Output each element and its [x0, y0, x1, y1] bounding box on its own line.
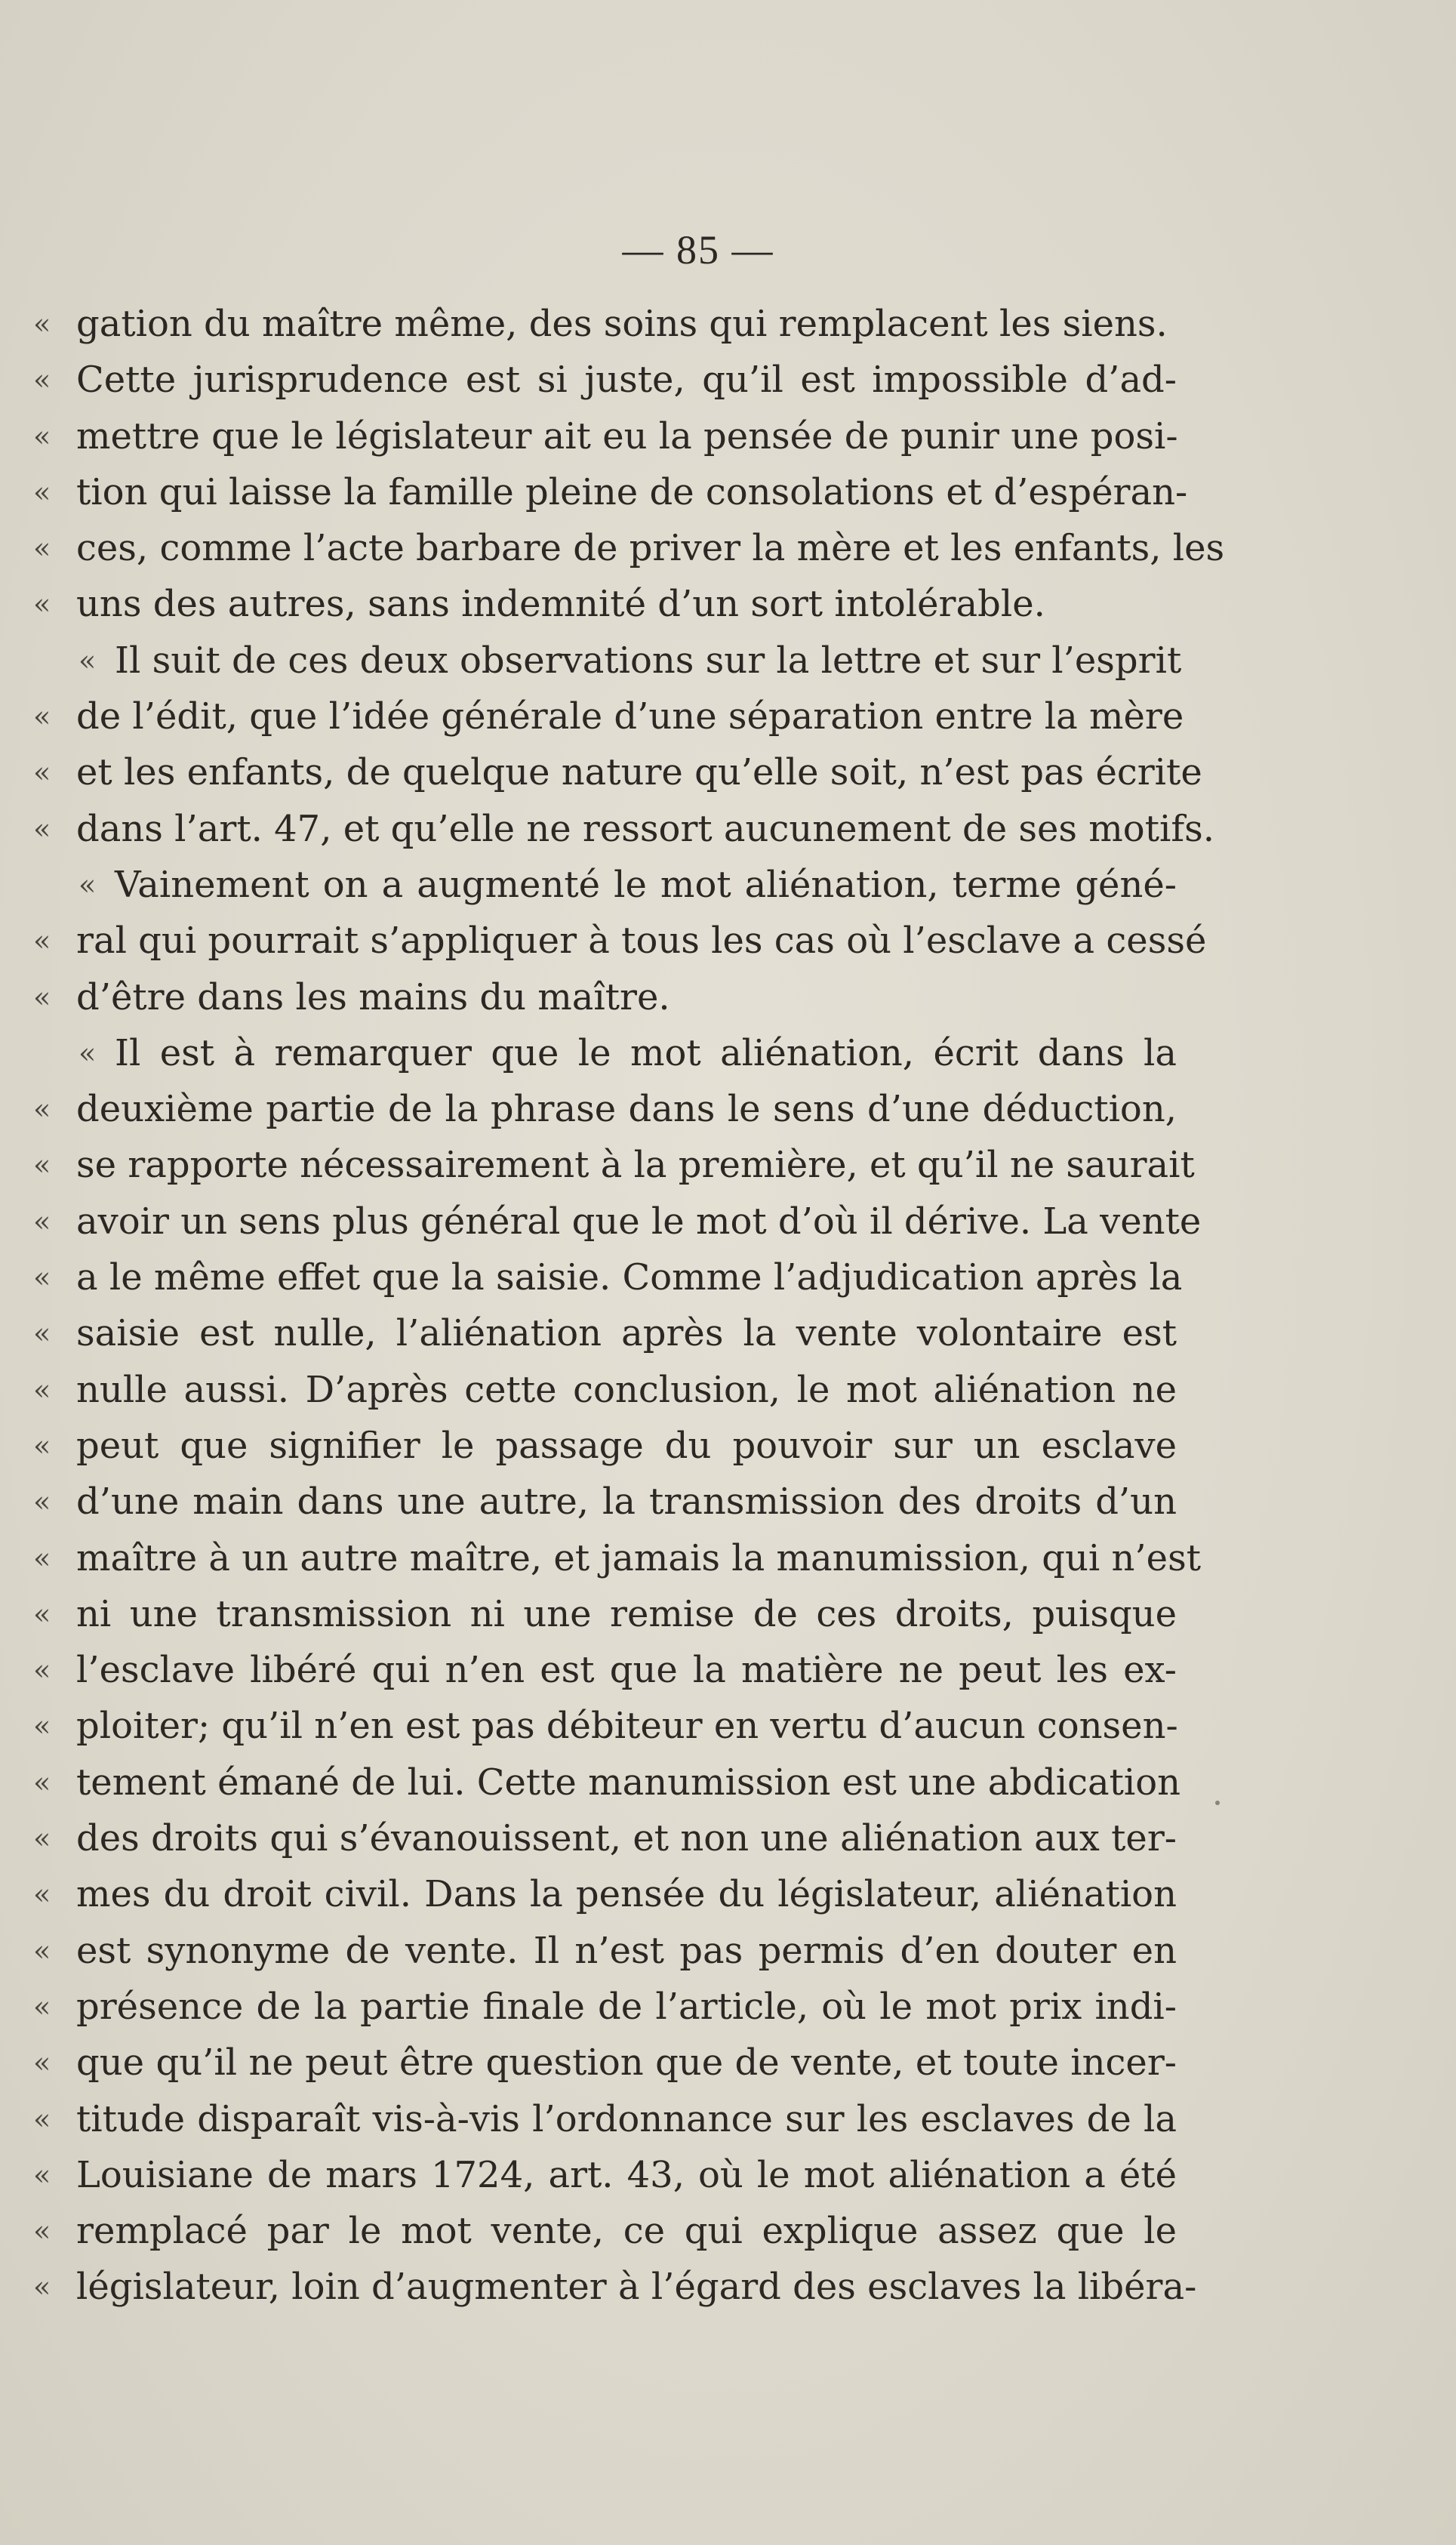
text-line — [0, 1866, 1456, 1922]
text-line — [0, 1249, 1456, 1305]
quote-mark: « — [33, 1373, 51, 1407]
quote-mark: « — [33, 2102, 51, 2136]
text-line — [0, 1305, 1456, 1361]
line-text: est synonyme de vente. Il n’est pas permis d’en douter en — [76, 1929, 1177, 1972]
quote-mark: « — [33, 307, 51, 340]
text-line — [0, 913, 1456, 969]
text-line — [0, 633, 1456, 689]
line-text: d’être dans les mains du maître. — [76, 975, 670, 1018]
quote-mark: « — [33, 1989, 51, 2023]
text-line — [0, 1810, 1456, 1866]
line-text: des droits qui s’évanouissent, et non une aliénation aux ter- — [76, 1817, 1177, 1860]
line-text: uns des autres, sans indemnité d’un sort intolérable. — [76, 583, 1045, 626]
text-line — [0, 1418, 1456, 1474]
quote-mark: « — [33, 1597, 51, 1631]
line-text: Il suit de ces deux observations sur la lettre et sur l’esprit — [115, 639, 1182, 682]
line-text: se rapporte nécessairement à la première, et qu’il ne saurait — [76, 1144, 1195, 1187]
line-text: nulle aussi. D’après cette conclusion, le mot aliénation ne — [76, 1368, 1177, 1411]
line-text: a le même effet que la saisie. Comme l’adjudication après la — [76, 1256, 1183, 1299]
text-line — [0, 520, 1456, 576]
quote-mark: « — [33, 1933, 51, 1967]
quote-mark: « — [33, 2270, 51, 2304]
line-text: Cette jurisprudence est si juste, qu’il est impossible d’ad- — [76, 359, 1177, 402]
quote-mark: « — [33, 1541, 51, 1575]
quote-mark: « — [33, 531, 51, 565]
quote-mark: « — [33, 1653, 51, 1687]
text-line — [0, 1081, 1456, 1137]
quote-mark: « — [33, 1092, 51, 1126]
text-line — [0, 1586, 1456, 1642]
quote-mark: « — [33, 924, 51, 958]
line-text: peut que signifier le passage du pouvoir sur un esclave — [76, 1424, 1177, 1467]
line-text: présence de la partie finale de l’article, où le mot prix indi- — [76, 1985, 1177, 2028]
quote-mark: « — [33, 1765, 51, 1799]
text-line — [0, 464, 1456, 520]
line-text: maître à un autre maître, et jamais la manumission, qui n’est — [76, 1536, 1201, 1579]
text-line — [0, 801, 1456, 857]
quote-mark: « — [33, 2046, 51, 2080]
line-text: ploiter; qu’il n’en est pas débiteur en vertu d’aucun consen- — [76, 1705, 1178, 1748]
quote-mark: « — [33, 1204, 51, 1238]
text-line — [0, 857, 1456, 913]
text-line — [0, 2259, 1456, 2315]
line-text: remplacé par le mot vente, ce qui explique assez que le — [76, 2210, 1177, 2253]
quote-mark: « — [33, 2214, 51, 2248]
quote-mark: « — [33, 419, 51, 453]
line-text: saisie est nulle, l’aliénation après la vente volontaire est — [76, 1312, 1177, 1355]
text-line — [0, 576, 1456, 632]
quote-mark: « — [33, 1148, 51, 1182]
line-text: dans l’art. 47, et qu’elle ne ressort aucunement de ses motifs. — [76, 807, 1214, 850]
text-line — [0, 296, 1456, 352]
text-line — [0, 1362, 1456, 1418]
line-text: Vainement on a augmenté le mot aliénation, terme géné- — [115, 863, 1177, 906]
line-text: mes du droit civil. Dans la pensée du législateur, aliénation — [76, 1873, 1177, 1916]
quote-mark: « — [33, 1822, 51, 1856]
text-line — [0, 1698, 1456, 1754]
text-line — [0, 1194, 1456, 1249]
quote-mark: « — [33, 980, 51, 1014]
line-text: de l’édit, que l’idée générale d’une séparation entre la mère — [76, 695, 1184, 738]
text-line — [0, 408, 1456, 464]
quote-mark: « — [33, 700, 51, 734]
quote-mark: « — [33, 812, 51, 846]
line-text: ni une transmission ni une remise de ces droits, puisque — [76, 1592, 1177, 1635]
line-text: avoir un sens plus général que le mot d’où il dérive. La vente — [76, 1200, 1202, 1243]
text-line — [0, 1923, 1456, 1979]
text-line — [0, 969, 1456, 1025]
text-line — [0, 689, 1456, 744]
text-line — [0, 1137, 1456, 1193]
text-line — [0, 744, 1456, 800]
line-text: tement émané de lui. Cette manumission est une abdication — [76, 1761, 1181, 1804]
line-text: ral qui pourrait s’appliquer à tous les cas où l’esclave a cessé — [76, 920, 1207, 963]
line-text: deuxième partie de la phrase dans le sens d’une déduction, — [76, 1088, 1177, 1131]
quote-mark: « — [33, 756, 51, 790]
text-line — [0, 1979, 1456, 2035]
margin-dot — [1215, 1801, 1220, 1805]
text-line — [0, 1474, 1456, 1530]
text-line — [0, 352, 1456, 408]
text-line — [0, 1642, 1456, 1698]
quote-mark: « — [33, 2158, 51, 2192]
line-text: ces, comme l’acte barbare de priver la mère et les enfants, les — [76, 527, 1225, 570]
line-text: l’esclave libéré qui n’en est que la matière ne peut les ex- — [76, 1649, 1177, 1692]
page-number: — 85 — — [622, 227, 774, 273]
line-text: législateur, loin d’augmenter à l’égard des esclaves la libéra- — [76, 2266, 1197, 2309]
text-line — [0, 1755, 1456, 1810]
line-text: Louisiane de mars 1724, art. 43, où le mot aliénation a été — [76, 2153, 1177, 2196]
quote-mark: « — [33, 1317, 51, 1351]
line-text: titude disparaît vis-à-vis l’ordonnance sur les esclaves de la — [76, 2097, 1177, 2140]
line-text: tion qui laisse la famille pleine de consolations et d’espéran- — [76, 470, 1188, 513]
text-line — [0, 1530, 1456, 1586]
quote-mark: « — [33, 475, 51, 509]
quote-mark: « — [78, 1036, 97, 1070]
line-text: et les enfants, de quelque nature qu’elle soit, n’est pas écrite — [76, 751, 1202, 794]
quote-mark: « — [78, 643, 97, 677]
quote-mark: « — [33, 1485, 51, 1519]
quote-mark: « — [33, 1709, 51, 1743]
quote-mark: « — [33, 1428, 51, 1462]
quote-mark: « — [33, 1261, 51, 1295]
text-line — [0, 2203, 1456, 2259]
line-text: Il est à remarquer que le mot aliénation, écrit dans la — [115, 1031, 1177, 1074]
text-line — [0, 2035, 1456, 2091]
text-line — [0, 2147, 1456, 2203]
quote-mark: « — [33, 363, 51, 397]
quote-mark: « — [33, 587, 51, 621]
line-text: gation du maître même, des soins qui remplacent les siens. — [76, 303, 1168, 345]
quote-mark: « — [33, 1878, 51, 1912]
body-text — [0, 296, 1456, 2315]
line-text: mettre que le législateur ait eu la pensée de punir une posi- — [76, 414, 1178, 458]
line-text: d’une main dans une autre, la transmission des droits d’un — [76, 1480, 1177, 1524]
text-line — [0, 2091, 1456, 2147]
text-line — [0, 1025, 1456, 1081]
quote-mark: « — [78, 867, 97, 901]
line-text: que qu’il ne peut être question que de vente, et toute incer- — [76, 2041, 1177, 2084]
